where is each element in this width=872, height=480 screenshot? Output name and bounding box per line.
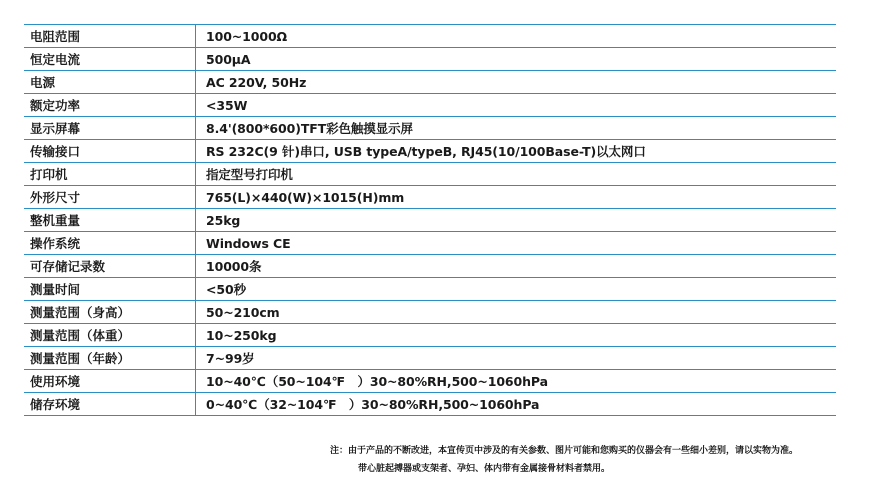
spec-table: [24, 24, 836, 416]
spec-label: 使用环境: [24, 370, 196, 392]
spec-label: 外形尺寸: [24, 186, 196, 208]
spec-label: 可存储记录数: [24, 255, 196, 277]
spec-value: 500μA: [206, 51, 251, 67]
spec-row: [24, 232, 836, 255]
spec-value: 100~1000Ω: [206, 28, 288, 44]
spec-value: 10~250kg: [206, 327, 277, 343]
note-line-2: 带心脏起搏器或支架者、孕妇、体内带有金属接骨材料者禁用。: [358, 464, 611, 474]
spec-label: 整机重量: [24, 209, 196, 231]
spec-label: 电阻范围: [24, 25, 196, 47]
spec-value: Windows CE: [206, 235, 291, 251]
spec-label: 测量范围（体重）: [24, 324, 196, 346]
spec-value: 50~210cm: [206, 304, 280, 320]
spec-row: [24, 255, 836, 278]
spec-row: [24, 71, 836, 94]
spec-value: 指定型号打印机: [206, 167, 293, 182]
spec-label: 测量时间: [24, 278, 196, 300]
spec-row: [24, 25, 836, 48]
spec-row: [24, 140, 836, 163]
spec-value: 765(L)×440(W)×1015(H)mm: [206, 189, 405, 205]
spec-row: [24, 117, 836, 140]
spec-row: [24, 370, 836, 393]
spec-value: <35W: [206, 97, 248, 113]
spec-value: AC 220V, 50Hz: [206, 74, 307, 90]
spec-label: 恒定电流: [24, 48, 196, 70]
spec-label: 打印机: [24, 163, 196, 185]
note-line-1: 注：由于产品的不断改进，本宣传页中涉及的有关参数、图片可能和您购买的仪器会有一些细小差别，请以实物为准。: [330, 446, 799, 456]
spec-value: RS 232C(9 针)串口, USB typeA/typeB, RJ45(10/100Base-T)以太网口: [206, 144, 646, 159]
spec-label: 电源: [24, 71, 196, 93]
spec-row: [24, 94, 836, 117]
spec-value: 0~40℃（32~104℉ ）30~80%RH,500~1060hPa: [206, 397, 540, 412]
spec-label: 传输接口: [24, 140, 196, 162]
disclaimer-notes: [330, 442, 850, 478]
spec-value: 7~99岁: [206, 351, 255, 366]
spec-row: [24, 48, 836, 71]
spec-label: 显示屏幕: [24, 117, 196, 139]
spec-row: [24, 163, 836, 186]
spec-row: [24, 278, 836, 301]
spec-row: [24, 209, 836, 232]
spec-value: 25kg: [206, 212, 241, 228]
spec-label: 操作系统: [24, 232, 196, 254]
spec-label: 测量范围（年龄）: [24, 347, 196, 369]
spec-value: <50秒: [206, 282, 246, 297]
spec-row: [24, 301, 836, 324]
spec-label: 储存环境: [24, 393, 196, 415]
spec-row: [24, 393, 836, 416]
spec-label: 额定功率: [24, 94, 196, 116]
spec-row: [24, 347, 836, 370]
spec-row: [24, 324, 836, 347]
spec-value: 8.4'(800*600)TFT彩色触摸显示屏: [206, 121, 413, 136]
spec-value: 10~40℃（50~104℉ ）30~80%RH,500~1060hPa: [206, 374, 548, 389]
spec-label: 测量范围（身高）: [24, 301, 196, 323]
spec-value: 10000条: [206, 259, 262, 274]
spec-row: [24, 186, 836, 209]
